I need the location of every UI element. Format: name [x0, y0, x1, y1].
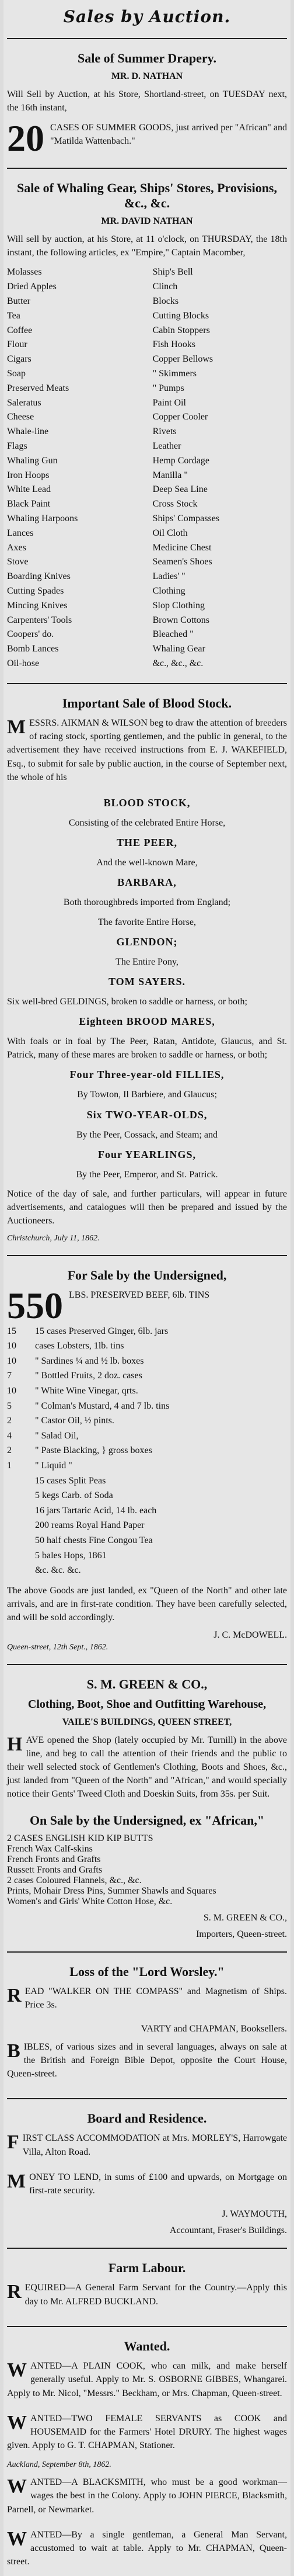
ad-wanted — [7, 2326, 287, 2575]
list-item — [7, 1324, 287, 1339]
dateline: Queen-street, 12th Sept., 1862. — [7, 1643, 108, 1652]
horse-name: GLENDON; — [116, 935, 178, 948]
ad-body: ONEY TO LEND, in sums of £100 and upwards, on Mortgage on first-rate security. — [29, 2172, 287, 2196]
item-quantity: 10 — [7, 1386, 16, 1396]
list-item: Flour — [7, 339, 27, 350]
item-list — [7, 1833, 287, 1907]
ad-heading: For Sale by the Undersigned, — [67, 1267, 227, 1282]
list-item: Women's and Girls' White Cotton Hose, &c. — [7, 1896, 173, 1906]
drop-cap: H — [7, 1733, 23, 1755]
ad-subheading: Clothing, Boot, Shoe and Outfitting Warehouse, — [27, 1697, 267, 1711]
text-line: Both thoroughbreds imported from England; — [63, 897, 231, 908]
list-item: Preserved Meats — [7, 383, 69, 393]
list-item: Brown Cottons — [152, 615, 209, 625]
drop-cap: W — [7, 2411, 27, 2433]
ad-heading: S. M. GREEN & CO., — [86, 1677, 208, 1692]
list-item: Saleratus — [7, 397, 41, 408]
list-item: Coffee — [7, 325, 33, 335]
item-quantity — [7, 1474, 35, 1489]
item-text: 200 reams Royal Hand Paper — [35, 1520, 145, 1531]
list-item: Carpenters' Tools — [7, 615, 72, 625]
list-item: Manilla " — [152, 470, 188, 480]
ad-heading: Farm Labour. — [108, 2260, 186, 2276]
item-quantity: 7 — [7, 1371, 12, 1381]
ad-heading: Board and Residence. — [87, 2111, 207, 2126]
drop-cap: M — [7, 2170, 26, 2192]
text-line: By the Peer, Emperor, and St. Patrick. — [76, 1169, 218, 1180]
list-item: &c., &c., &c. — [152, 658, 204, 668]
ad-heading: Important Sale of Blood Stock. — [62, 695, 232, 710]
item-text: 15 cases Preserved Ginger, 6lb. jars — [35, 1326, 169, 1336]
ad-farm-labour — [7, 2248, 287, 2314]
item-list-left — [7, 265, 141, 671]
signature-detail: Accountant, Fraser's Buildings. — [169, 2225, 287, 2236]
signature: VARTY and CHAPMAN, Booksellers. — [141, 2023, 287, 2034]
list-item: Oil Cloth — [152, 528, 188, 538]
item-text: 50 half chests Fine Congou Tea — [35, 1535, 153, 1546]
auctioneer-name: MR. DAVID NATHAN — [101, 216, 193, 227]
list-item — [7, 1443, 287, 1458]
item-text: 5 kegs Carb. of Soda — [35, 1490, 113, 1501]
item-text: &c. &c. &c. — [35, 1565, 81, 1576]
list-item: Bleached " — [152, 629, 194, 640]
list-item: Russett Fronts and Grafts — [7, 1864, 103, 1875]
item-text: 15 cases Split Peas — [35, 1475, 106, 1486]
text-line: Six well-bred GELDINGS, broken to saddle or harness, or both; — [7, 996, 247, 1007]
divider — [7, 683, 287, 684]
horse-name: TOM SAYERS. — [108, 975, 186, 987]
divider — [7, 2098, 287, 2099]
ad-body: AVE opened the Shop (lately occupied by Mr. Turnill) in the above line, and beg to call the attention of their friends and the public to their well selected stock of Gentlemen's Clothing, Boots and Shoes, &c., just landed from "Queen of the North" and "African," and would specially notice their Gents' Tweed Cloth and Doeskin Suits, from 35s. per Suit. — [7, 1735, 287, 1800]
ad-body: ANTED—TWO FEMALE SERVANTS as COOK and HOUSEMAID for the Farmers' Hotel DRURY. The highest wages given. Apply to G. T. CHAPMAN, Stationer. — [7, 2413, 287, 2451]
item-text: " White Wine Vinegar, qrts. — [35, 1386, 138, 1396]
horse-name: BARBARA, — [117, 876, 177, 889]
ad-sale-undersigned — [7, 1255, 287, 1653]
item-text: cases Lobsters, 1lb. tins — [35, 1341, 124, 1351]
list-item: Cheese — [7, 412, 34, 422]
list-item — [7, 1339, 287, 1354]
item-text: " Castor Oil, ½ pints. — [35, 1416, 114, 1426]
list-item — [7, 1548, 287, 1563]
item-quantity — [7, 1488, 35, 1503]
drop-cap: W — [7, 2528, 27, 2550]
divider — [7, 38, 287, 39]
text-line: By the Peer, Cossack, and Steam; and — [76, 1129, 218, 1140]
list-item: Clothing — [152, 585, 186, 596]
list-item: Whaling Gear — [152, 644, 205, 654]
item-quantity: 10 — [7, 1341, 16, 1351]
newspaper-page — [4, 0, 290, 2576]
ad-blood-stock — [7, 683, 287, 1243]
dateline: Auckland, September 8th, 1862. — [7, 2460, 111, 2470]
list-item: Seamen's Shoes — [152, 557, 212, 567]
list-item: Butter — [7, 296, 30, 307]
divider — [7, 168, 287, 169]
list-item — [7, 1399, 287, 1414]
list-item: Blocks — [152, 296, 179, 307]
ad-body: ANTED—A BLACKSMITH, who must be a good workman—wages the best in the Colony. Apply to JOHN PIERCE, Blacksmith, Parnell, or Newmarket. — [7, 2477, 287, 2515]
item-text: " Bottled Fruits, 2 doz. cases — [35, 1371, 142, 1381]
list-item: " Pumps — [152, 383, 184, 393]
lot-count: 20 — [7, 117, 44, 159]
list-item: Axes — [7, 542, 26, 553]
item-quantity: 2 — [7, 1445, 12, 1456]
list-item: Copper Cooler — [152, 412, 208, 422]
ad-body: ANTED—By a single gentleman, a General Man Servant, accustomed to wait at table. Apply to Mr. CHAPMAN, Queen-street. — [7, 2529, 287, 2567]
list-item: Cigars — [7, 354, 32, 365]
horse-name: THE PEER, — [116, 837, 178, 849]
list-item: Prints, Mohair Dress Pins, Summer Shawls and Squares — [7, 1885, 216, 1896]
text-line: And the well-known Mare, — [96, 858, 198, 868]
list-item: Whaling Harpoons — [7, 513, 78, 523]
list-item: Slop Clothing — [152, 600, 205, 611]
ad-intro: ESSRS. AIKMAN & WILSON beg to draw the attention of breeders of racing stock, sporting gentlemen, and the public in general, to the advertisement they have received instructions from E. J. WAKEFIELD, Esq., to submit for sale by public auction, in the course of September next, the whole of his — [7, 718, 287, 782]
list-item: Ship's Bell — [152, 267, 193, 278]
list-item: French Fronts and Grafts — [7, 1854, 101, 1864]
masthead: Sales by Auction. — [63, 7, 231, 26]
ad-heading: Loss of the "Lord Worsley." — [69, 1964, 225, 1979]
list-item: Cutting Spades — [7, 585, 64, 596]
list-item — [7, 1384, 287, 1399]
ad-heading: Wanted. — [124, 2338, 170, 2353]
item-quantity — [7, 1518, 35, 1533]
list-item: Iron Hoops — [7, 470, 50, 480]
ad-body: EAD "WALKER ON THE COMPASS" and Magnetism of Ships. Price 3s. — [24, 1986, 287, 2010]
list-item — [7, 1458, 287, 1474]
ad-board-residence — [7, 2098, 287, 2236]
list-item: White Lead — [7, 484, 51, 495]
item-quantity — [7, 1503, 35, 1518]
list-item — [7, 1354, 287, 1369]
item-list — [7, 1324, 287, 1578]
ad-body: IBLES, of various sizes and in several languages, always on sale at the British and Foreign Bible Depot, opposite the Court House, Queen-street. — [7, 2041, 287, 2079]
item-quantity — [7, 1548, 35, 1563]
list-item: Medicine Chest — [152, 542, 212, 553]
drop-cap: M — [7, 716, 26, 739]
list-item: Boarding Knives — [7, 571, 71, 582]
list-item: Molasses — [7, 267, 42, 278]
list-item: Whaling Gun — [7, 455, 58, 466]
list-item: " Skimmers — [152, 369, 197, 379]
list-item: Tea — [7, 310, 20, 321]
dateline: Christchurch, July 11, 1862. — [7, 1233, 100, 1243]
list-item: Stove — [7, 557, 29, 567]
signature-detail: Importers, Queen-street. — [196, 1929, 287, 1939]
list-item: Mincing Knives — [7, 600, 68, 611]
list-item: Paint Oil — [152, 397, 186, 408]
list-item: Cutting Blocks — [152, 310, 209, 321]
item-text: 5 bales Hops, 1861 — [35, 1550, 107, 1561]
ad-heading: Sale of Summer Drapery. — [78, 51, 216, 65]
ad-body: IRST CLASS ACCOMMODATION at Mrs. MORLEY'S, Harrowgate Villa, Alton Road. — [22, 2133, 287, 2157]
drop-cap: R — [7, 2281, 22, 2303]
list-item: Ships' Compasses — [152, 513, 220, 523]
item-text: " Colman's Mustard, 4 and 7 lb. tins — [35, 1400, 170, 1411]
text-line: With foals or in foal by The Peer, Ratan, Antidote, Glaucus, and St. Patrick, many of these mares are broken to saddle or harness, or both; — [7, 1036, 287, 1060]
divider — [7, 1951, 287, 1953]
item-list-right — [153, 265, 287, 671]
list-item: Copper Bellows — [152, 354, 214, 365]
lot-description: CASES OF SUMMER GOODS, just arrived per "African" and "Matilda Wattenbach." — [50, 122, 287, 146]
item-text: " Salad Oil, — [35, 1430, 79, 1441]
item-text: " Liquid " — [35, 1461, 72, 1471]
ad-summer-drapery — [7, 38, 287, 159]
drop-cap: W — [7, 2359, 27, 2381]
list-item — [7, 1368, 287, 1384]
item-quantity — [7, 1533, 35, 1548]
divider — [7, 1664, 287, 1665]
item-quantity: 1 — [7, 1461, 12, 1471]
list-item — [7, 1413, 287, 1429]
notice-text: The above Goods are just landed, ex "Queen of the North" and other late arrivals, and are in first-rate condition. They have been carefully selected, and will be sold accordingly. — [7, 1585, 287, 1623]
list-item: Black Paint — [7, 499, 51, 509]
list-item: Cross Stock — [152, 499, 198, 509]
drop-cap: F — [7, 2131, 19, 2154]
ad-heading: Sale of Whaling Gear, Ships' Stores, Provisions, &c., &c. — [17, 181, 277, 210]
list-item: 2 CASES ENGLISH KID KIP BUTTS — [7, 1833, 153, 1843]
text-line: The Entire Pony, — [116, 956, 178, 967]
divider — [7, 2248, 287, 2249]
list-item: 2 cases Coloured Flannels, &c., &c. — [7, 1875, 142, 1885]
text-line: The favorite Entire Horse, — [98, 917, 196, 927]
item-columns — [7, 265, 287, 671]
list-item: Coopers' do. — [7, 629, 54, 640]
lot-count: 550 — [7, 1284, 63, 1326]
list-item — [7, 1474, 287, 1489]
item-text: " Sardines ¼ and ½ lb. boxes — [35, 1355, 144, 1366]
list-item: Dried Apples — [7, 282, 57, 292]
ad-lord-worsley — [7, 1951, 287, 2086]
signature: J. WAYMOUTH, — [222, 2209, 287, 2220]
list-item: French Wax Calf-skins — [7, 1843, 93, 1854]
text-line: By Towton, Il Barbiere, and Glaucus; — [77, 1090, 217, 1100]
item-quantity: 15 — [7, 1326, 16, 1336]
list-item — [7, 1533, 287, 1548]
item-text: " Paste Blacking, } gross boxes — [35, 1445, 152, 1456]
item-quantity: 10 — [7, 1355, 16, 1366]
list-item: Cabin Stoppers — [152, 325, 210, 335]
ad-intro: Will Sell by Auction, at his Store, Shortland-street, on TUESDAY next, the 16th instant, — [7, 89, 287, 113]
signature: S. M. GREEN & CO., — [203, 1912, 287, 1923]
item-quantity: 5 — [7, 1400, 12, 1411]
drop-cap: B — [7, 2040, 20, 2062]
list-item: Whale-line — [7, 427, 49, 437]
ad-whaling-gear — [7, 168, 287, 671]
item-quantity — [7, 1563, 35, 1578]
list-item: Bomb Lances — [7, 644, 59, 654]
ad-body: ANTED—A PLAIN COOK, who can milk, and make herself generally useful. Apply to Mr. S. OSBORNE GIBBES, Whangarei. Apply to Mr. Nicol, "Messrs." Beckham, or Mrs. Chapman, Queen-street. — [7, 2361, 287, 2398]
text-line: Consisting of the celebrated Entire Horse, — [68, 817, 226, 828]
list-item: Flags — [7, 441, 27, 451]
drop-cap: R — [7, 1985, 22, 2007]
list-item: Hemp Cordage — [152, 455, 209, 466]
divider — [7, 2326, 287, 2327]
list-item: Deep Sea Line — [152, 484, 208, 495]
list-item: Soap — [7, 369, 26, 379]
lot-description: LBS. PRESERVED BEEF, 6lb. TINS — [69, 1289, 210, 1300]
ad-green-co — [7, 1664, 287, 1940]
list-item: Oil-hose — [7, 658, 40, 668]
item-text: 16 jars Tartaric Acid, 14 lb. each — [35, 1505, 157, 1516]
list-item — [7, 1429, 287, 1444]
ad-intro: Will sell by auction, at his Store, at 11 o'clock, on THURSDAY, the 18th instant, the following articles, ex "Empire," Captain Macomber, — [7, 234, 287, 258]
list-item — [7, 1488, 287, 1503]
item-quantity: 2 — [7, 1416, 12, 1426]
list-item — [7, 1563, 287, 1578]
horse-group: Four YEARLINGS, — [97, 1148, 197, 1160]
list-item: Rivets — [152, 427, 177, 437]
horse-group: Six TWO-YEAR-OLDS, — [86, 1108, 208, 1121]
list-item — [7, 1503, 287, 1518]
item-quantity: 4 — [7, 1430, 12, 1441]
signature: J. C. McDOWELL. — [214, 1630, 287, 1641]
blood-stock-title: BLOOD STOCK, — [103, 796, 191, 809]
notice-text: Notice of the day of sale, and further particulars, will appear in future advertisements, and catalogues will then be prepared and issued by the Auctioneers. — [7, 1189, 287, 1226]
ad-body: EQUIRED—A General Farm Servant for the Country.—Apply this day to Mr. ALFRED BUCKLAND. — [24, 2283, 287, 2307]
sale-heading: On Sale by the Undersigned, ex "African," — [29, 1812, 265, 1828]
horse-group: Eighteen BROOD MARES, — [79, 1015, 215, 1028]
list-item: Leather — [152, 441, 181, 451]
list-item: Ladies' " — [152, 571, 186, 582]
address: VAILE'S BUILDINGS, QUEEN STREET, — [62, 1717, 232, 1727]
divider — [7, 1255, 287, 1256]
drop-cap: W — [7, 2476, 27, 2498]
list-item — [7, 1518, 287, 1533]
list-item: Lances — [7, 528, 34, 538]
horse-group: Four Three-year-old FILLIES, — [69, 1069, 225, 1081]
list-item: Fish Hooks — [152, 339, 195, 350]
list-item: Clinch — [152, 282, 178, 292]
auctioneer-name: MR. D. NATHAN — [111, 71, 183, 82]
